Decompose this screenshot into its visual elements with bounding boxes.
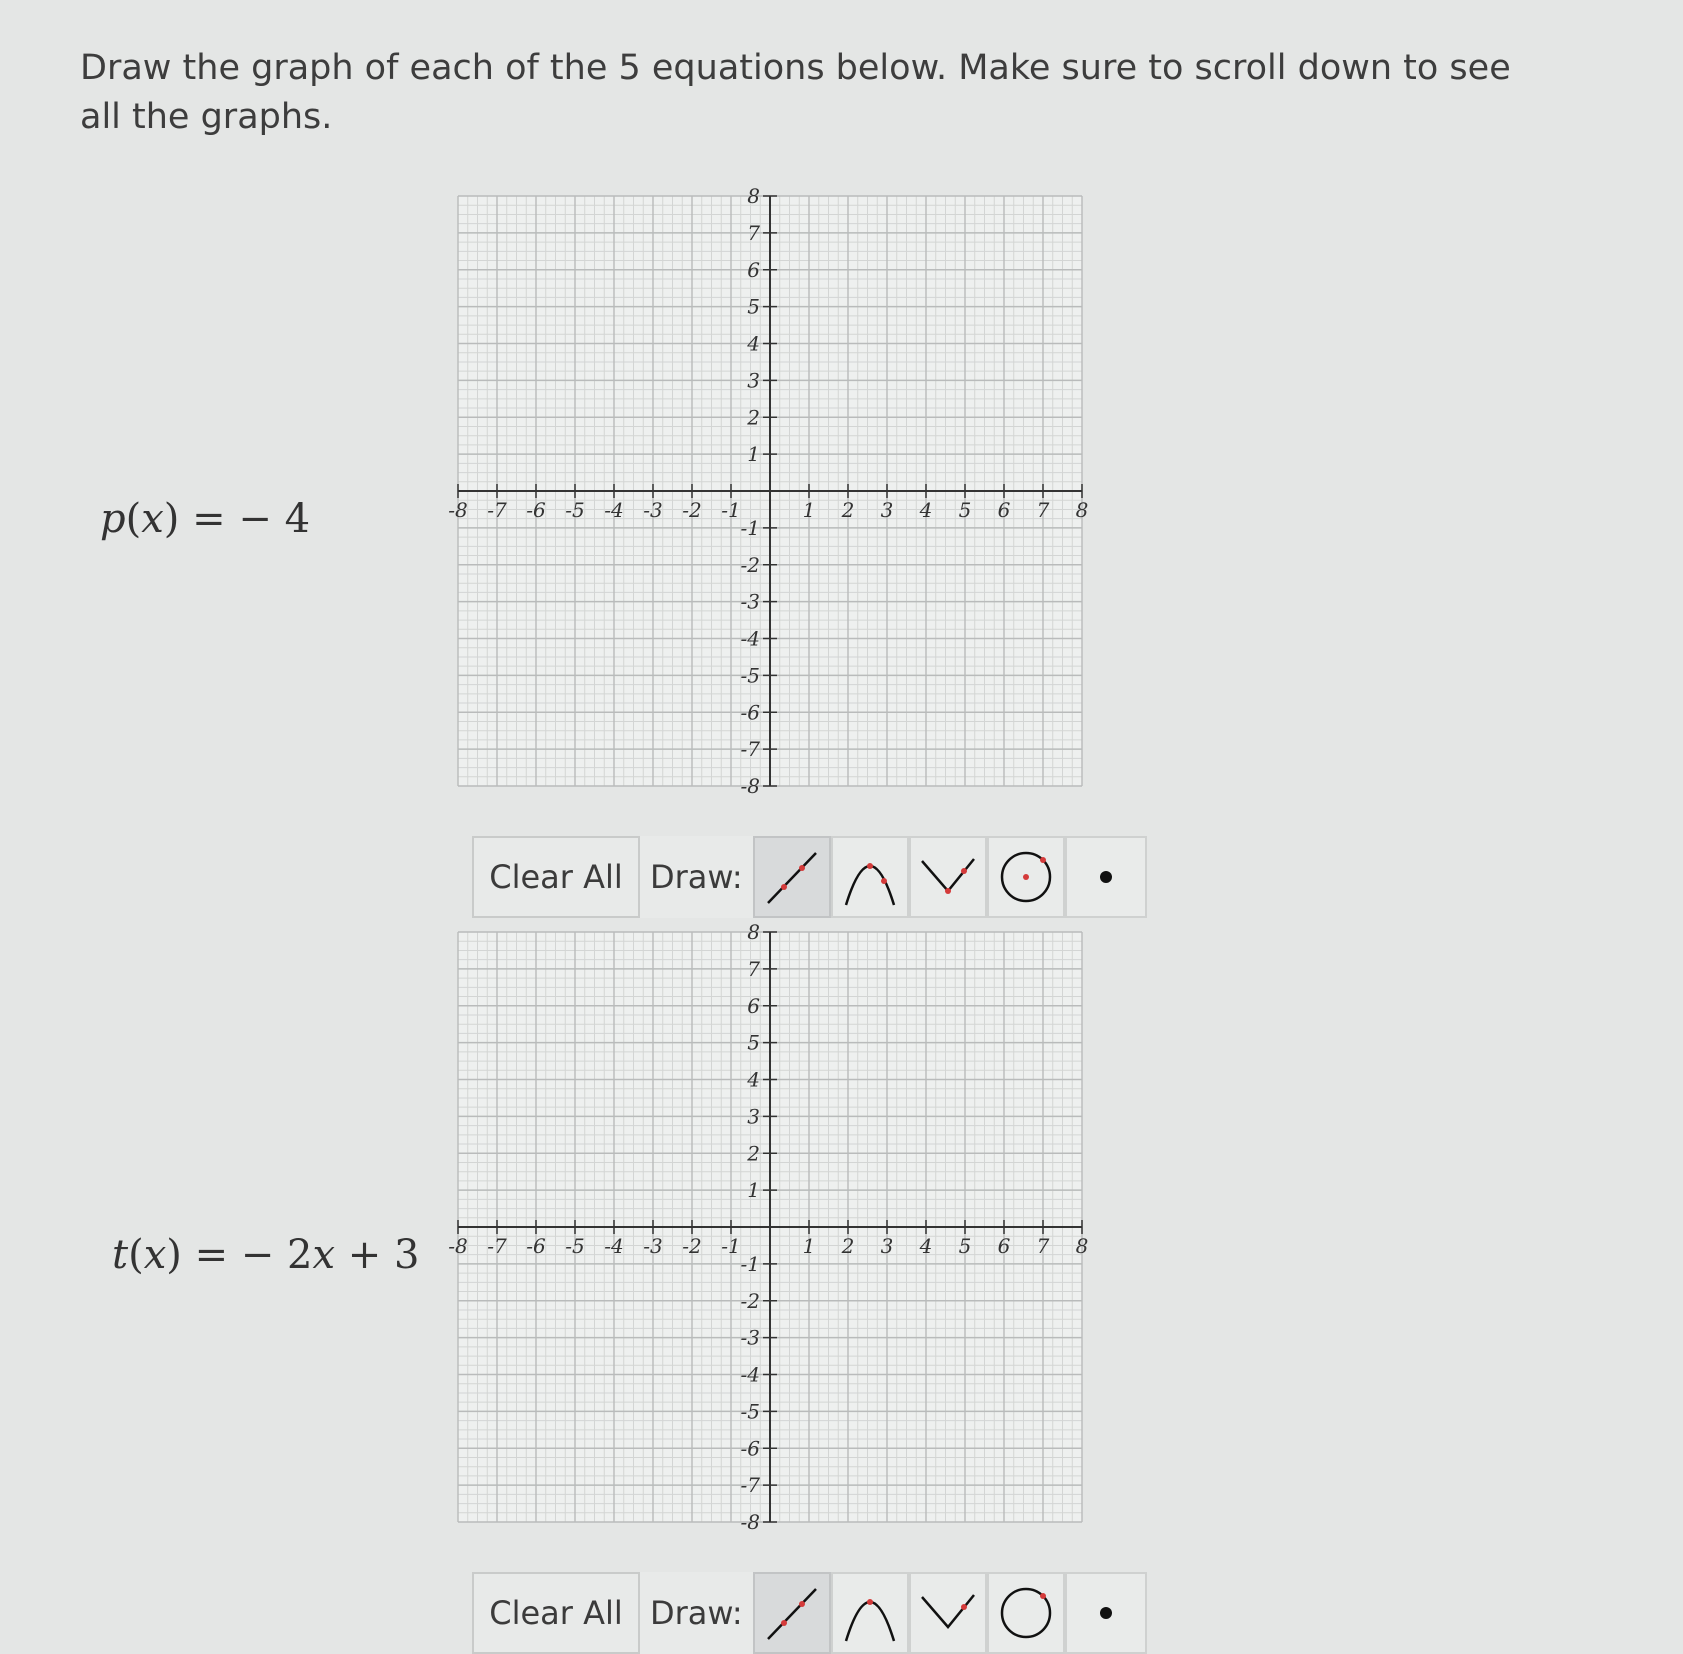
x-tick-label: 5 <box>958 1234 972 1258</box>
x-tick-label: 8 <box>1075 1234 1089 1258</box>
y-tick-label: -6 <box>740 1436 760 1461</box>
y-tick-label: 5 <box>747 294 760 319</box>
x-tick-label: -7 <box>487 498 507 522</box>
y-tick-label: 6 <box>747 257 760 282</box>
x-tick-label: -5 <box>565 1234 585 1258</box>
parabola-tool-icon[interactable] <box>831 836 909 918</box>
point-tool-icon[interactable] <box>1065 1572 1147 1654</box>
y-tick-label: 2 <box>747 1141 760 1166</box>
x-tick-label: 7 <box>1036 498 1050 522</box>
equation-t: t(x) = − 2x + 3 <box>112 1232 420 1278</box>
x-tick-label: -1 <box>721 1234 741 1258</box>
y-tick-label: 2 <box>747 405 760 430</box>
x-tick-label: 1 <box>802 498 816 522</box>
x-tick-label: 2 <box>841 498 855 522</box>
point-tool-icon[interactable] <box>1065 836 1147 918</box>
y-tick-label: -4 <box>740 626 760 651</box>
draw-label: Draw: <box>640 1572 753 1654</box>
x-tick-label: -3 <box>643 498 663 522</box>
y-tick-label: -7 <box>740 1473 760 1498</box>
y-tick-label: 3 <box>747 1104 760 1129</box>
absolute-value-tool-icon[interactable] <box>909 1572 987 1654</box>
coordinate-grid[interactable] <box>440 922 1100 1562</box>
graph-p[interactable] <box>440 186 1100 826</box>
x-tick-label: -8 <box>448 1234 468 1258</box>
x-tick-label: -3 <box>643 1234 663 1258</box>
circle-tool-icon[interactable] <box>987 1572 1065 1654</box>
draw-label: Draw: <box>640 836 753 918</box>
x-tick-label: 3 <box>880 498 894 522</box>
x-tick-label: -7 <box>487 1234 507 1258</box>
x-tick-label: -6 <box>526 498 546 522</box>
y-tick-label: 4 <box>747 331 760 356</box>
y-tick-label: 1 <box>747 442 760 467</box>
y-tick-label: -1 <box>740 515 760 540</box>
y-tick-label: -7 <box>740 737 760 762</box>
circle-tool-icon[interactable] <box>987 836 1065 918</box>
y-tick-label: -5 <box>740 663 760 688</box>
instructions-text: Draw the graph of each of the 5 equations below. Make sure to scroll down to see all the graphs. <box>80 48 1511 137</box>
y-tick-label: 8 <box>747 922 760 944</box>
x-tick-label: 1 <box>802 1234 816 1258</box>
line-tool-icon[interactable] <box>753 1572 831 1654</box>
y-tick-label: 7 <box>747 220 760 245</box>
x-tick-label: 4 <box>919 1234 933 1258</box>
x-tick-label: 3 <box>880 1234 894 1258</box>
clear-all-button[interactable]: Clear All <box>472 1572 640 1654</box>
absolute-value-tool-icon[interactable] <box>909 836 987 918</box>
y-tick-label: -3 <box>740 589 760 614</box>
y-tick-label: -2 <box>740 552 760 577</box>
draw-toolbar <box>472 836 1147 918</box>
y-tick-label: -1 <box>740 1251 760 1276</box>
y-tick-label: 1 <box>747 1178 760 1203</box>
x-tick-label: -2 <box>682 1234 702 1258</box>
x-tick-label: 7 <box>1036 1234 1050 1258</box>
x-tick-label: 2 <box>841 1234 855 1258</box>
x-tick-label: 8 <box>1075 498 1089 522</box>
y-tick-label: 7 <box>747 956 760 981</box>
x-tick-label: -4 <box>604 498 624 522</box>
x-tick-label: -4 <box>604 1234 624 1258</box>
draw-toolbar <box>472 1572 1147 1654</box>
x-tick-label: 6 <box>997 498 1011 522</box>
y-tick-label: -3 <box>740 1325 760 1350</box>
y-tick-label: -8 <box>740 774 760 798</box>
line-tool-icon[interactable] <box>753 836 831 918</box>
y-tick-label: -8 <box>740 1510 760 1534</box>
y-tick-label: 4 <box>747 1067 760 1092</box>
graph-t[interactable] <box>440 922 1100 1562</box>
x-tick-label: -6 <box>526 1234 546 1258</box>
x-tick-label: -8 <box>448 498 468 522</box>
coordinate-grid[interactable] <box>440 186 1100 826</box>
equation-p: p(x) = − 4 <box>100 496 311 542</box>
y-tick-label: 8 <box>747 186 760 208</box>
x-tick-label: 6 <box>997 1234 1011 1258</box>
y-tick-label: -5 <box>740 1399 760 1424</box>
x-tick-label: 4 <box>919 498 933 522</box>
y-tick-label: -6 <box>740 700 760 725</box>
parabola-tool-icon[interactable] <box>831 1572 909 1654</box>
clear-all-button[interactable]: Clear All <box>472 836 640 918</box>
y-tick-label: -2 <box>740 1288 760 1313</box>
x-tick-label: -2 <box>682 498 702 522</box>
x-tick-label: -5 <box>565 498 585 522</box>
y-tick-label: 5 <box>747 1030 760 1055</box>
x-tick-label: -1 <box>721 498 741 522</box>
y-tick-label: -4 <box>740 1362 760 1387</box>
y-tick-label: 3 <box>747 368 760 393</box>
x-tick-label: 5 <box>958 498 972 522</box>
y-tick-label: 6 <box>747 993 760 1018</box>
